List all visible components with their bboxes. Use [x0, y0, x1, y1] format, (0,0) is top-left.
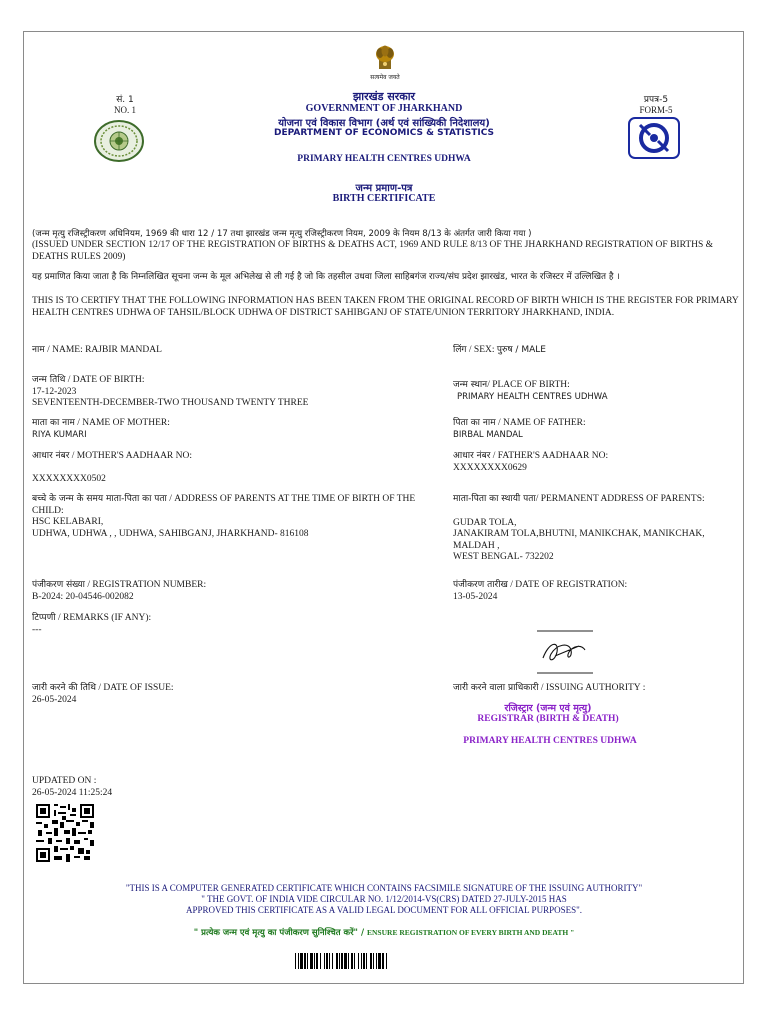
footer-line-1: "THIS IS A COMPUTER GENERATED CERTIFICATE WHICH CONTAINS FACSIMILE SIGNATURE OF THE ISSUING AUTHORITY" — [125, 883, 643, 893]
footer-statement — [30, 883, 738, 916]
name-field — [32, 345, 422, 357]
dob-label-hindi: जन्म तिथि — [32, 375, 66, 385]
father-aadhaar-value: XXXXXXXX0629 — [453, 462, 527, 473]
issuing-authority-label-hindi: जारी करने वाला प्राधिकारी — [453, 683, 539, 693]
updated-on-label: UPDATED ON : — [32, 776, 97, 786]
permanent-address-line-3: MALDAH , — [453, 540, 500, 551]
state-name-hindi: झारखंड सरकार — [352, 90, 416, 103]
issue-date-value: 26-05-2024 — [32, 694, 77, 705]
issue-date-label: / DATE OF ISSUE: — [95, 683, 174, 693]
registration-number-label: / REGISTRATION NUMBER: — [84, 580, 207, 590]
address-line-2: UDHWA, UDHWA , , UDHWA, SAHIBGANJ, JHARKHAND- 816108 — [32, 528, 309, 539]
barcode-icon — [295, 953, 475, 969]
permanent-address-line-2: JANAKIRAM TOLA,BHUTNI, MANIKCHAK, MANIKCHAK, — [453, 529, 705, 539]
address-line-1: HSC KELABARI, — [32, 517, 104, 527]
department-name: DEPARTMENT OF ECONOMICS & STATISTICS — [273, 128, 495, 138]
sex-field — [453, 345, 743, 357]
ashoka-emblem-icon — [370, 42, 400, 72]
issued-under: (ISSUED UNDER SECTION 12/17 OF THE REGISTRATION OF BIRTHS & DEATHS ACT, 1969 AND RULE 8/13 OF THE JHARKHAND REGISTRATION OF BIRTHS & DEATHS RULES 2009) — [32, 240, 714, 262]
father-aadhaar-label-hindi: आधार नंबर — [453, 451, 491, 461]
mother-aadhaar-label: / MOTHER'S AADHAAR NO: — [69, 451, 193, 461]
sex-label-hindi: लिंग — [453, 345, 467, 355]
emblem-motto: सत्यमेव जयते — [370, 74, 400, 81]
registrar-title: REGISTRAR (BIRTH & DEATH) — [477, 714, 619, 724]
registration-number-field — [32, 580, 442, 603]
mother-aadhaar-label-hindi: आधार नंबर — [32, 451, 70, 461]
father-label: / NAME OF FATHER: — [495, 418, 586, 428]
government-name: GOVERNMENT OF JHARKHAND — [305, 103, 463, 114]
name-value: RAJBIR MANDAL — [85, 345, 162, 355]
sex-value: पुरुष / MALE — [496, 345, 546, 355]
mother-aadhaar-field — [32, 451, 442, 485]
permanent-address-field — [453, 494, 743, 564]
registration-date-label-hindi: पंजीकरण तारीख — [453, 580, 508, 590]
father-aadhaar-label: / FATHER'S AADHAAR NO: — [490, 451, 609, 461]
registration-number-value: B-2024: 20-04546-002082 — [32, 591, 134, 602]
dob-field — [32, 375, 442, 410]
pob-field — [453, 380, 743, 403]
permanent-address-label-hindi: माता-पिता का स्थायी पता — [453, 494, 536, 504]
right-form: FORM-5 — [639, 105, 673, 115]
dob-words: SEVENTEENTH-DECEMBER-TWO THOUSAND TWENTY THREE — [32, 398, 309, 408]
certificate-title: BIRTH CERTIFICATE — [332, 193, 436, 204]
left-number-hindi: सं. 1 — [116, 95, 134, 105]
crs-logo-icon — [628, 117, 680, 159]
certify-statement: THIS IS TO CERTIFY THAT THE FOLLOWING INFORMATION HAS BEEN TAKEN FROM THE ORIGINAL RECORD OF BIRTH WHICH IS THE REGISTER FOR PRIMARY HEALTH CENTRES UDHWA OF TAHSIL/BLOCK UDHWA OF DISTRICT SAHIBGANJ OF STATE/UNION TERRITORY JHARKHAND, INDIA. — [32, 296, 739, 318]
department-name-hindi: योजना एवं विकास विभाग (अर्थ एवं सांख्यिकी निदेशालय) — [278, 118, 490, 129]
signature-icon — [535, 628, 595, 676]
registration-date-value: 13-05-2024 — [453, 591, 498, 602]
dob-label: / DATE OF BIRTH: — [65, 375, 145, 385]
mother-label: / NAME OF MOTHER: — [74, 418, 170, 428]
footer-line-3: APPROVED THIS CERTIFICATE AS A VALID LEGAL DOCUMENT FOR ALL OFFICIAL PURPOSES". — [185, 905, 583, 915]
registration-date-label: / DATE OF REGISTRATION: — [507, 580, 628, 590]
issuing-authority-field — [453, 683, 743, 695]
certificate-title-hindi: जन्म प्रमाण-पत्र — [355, 183, 413, 194]
updated-on — [32, 776, 232, 799]
father-field — [453, 418, 743, 441]
registration-slogan — [30, 927, 738, 938]
updated-on-value: 26-05-2024 11:25:24 — [32, 787, 113, 798]
footer-line-2: " THE GOVT. OF INDIA VIDE CIRCULAR NO. 1/12/2014-VS(CRS) DATED 27-JULY-2015 HAS — [201, 894, 567, 904]
remarks-label: / REMARKS (IF ANY): — [55, 613, 152, 623]
dob-value: 17-12-2023 — [32, 386, 77, 397]
slogan-hindi: " प्रत्येक जन्म एवं मृत्यु का पंजीकरण सुनिश्चित करें" / — [193, 928, 365, 938]
issued-under-hindi: (जन्म मृत्यु रजिस्ट्रीकरण अधिनियम, 1969 की धारा 12 / 17 तथा झारखंड जन्म मृत्यु रजिस्ट्रीकरण नियम, 2009 के नियम 8/13 के अंतर्गत जारी किया गया ) — [32, 229, 532, 239]
pob-value: PRIMARY HEALTH CENTRES UDHWA — [457, 391, 608, 402]
permanent-address-line-4: WEST BENGAL- 732202 — [453, 552, 554, 562]
pob-label-hindi: जन्म स्थान — [453, 380, 488, 390]
mother-field — [32, 418, 442, 441]
issue-date-field — [32, 683, 442, 706]
jharkhand-seal-icon — [93, 119, 145, 163]
right-form-hindi: प्रपत्र-5 — [643, 95, 669, 105]
address-at-birth-field — [32, 494, 432, 540]
permanent-address-label: / PERMANENT ADDRESS OF PARENTS: — [535, 494, 705, 504]
issue-date-label-hindi: जारी करने की तिथि — [32, 683, 96, 693]
remarks-field — [32, 613, 442, 636]
mother-aadhaar-value: XXXXXXXX0502 — [32, 473, 106, 484]
remarks-label-hindi: टिप्पणी — [32, 613, 56, 623]
mother-label-hindi: माता का नाम — [32, 418, 75, 428]
pob-label: / PLACE OF BIRTH: — [487, 380, 570, 390]
slogan-english: ENSURE REGISTRATION OF EVERY BIRTH AND DEATH " — [367, 928, 575, 937]
authority-phc-name: PRIMARY HEALTH CENTRES UDHWA — [463, 736, 637, 746]
address-label-hindi: बच्चे के जन्म के समय माता-पिता का पता — [32, 494, 167, 504]
permanent-address-line-1: GUDAR TOLA, — [453, 517, 517, 528]
name-label-hindi: नाम — [32, 345, 45, 355]
father-label-hindi: पिता का नाम — [453, 418, 496, 428]
certify-statement-hindi: यह प्रमाणित किया जाता है कि निम्नलिखित सूचना जन्म के मूल अभिलेख से ली गई है जो कि तहसील उधवा जिला साहिबगंज राज्य/संघ प्रदेश झारखंड, भारत के रजिस्टर में उल्लिखित है । — [32, 272, 620, 282]
name-label: / NAME: — [44, 345, 86, 355]
father-aadhaar-field — [453, 451, 743, 474]
left-number: NO. 1 — [114, 105, 136, 115]
remarks-value: --- — [32, 624, 42, 635]
address-label: / ADDRESS OF PARENTS AT THE TIME OF BIRTH OF THE CHILD: — [32, 494, 416, 516]
phc-name: PRIMARY HEALTH CENTRES UDHWA — [297, 154, 471, 164]
registration-number-label-hindi: पंजीकरण संख्या — [32, 580, 85, 590]
qr-code-icon — [36, 804, 94, 862]
sex-label: / SEX: — [466, 345, 497, 355]
father-value: BIRBAL MANDAL — [453, 429, 523, 440]
registrar-title-hindi: रजिस्ट्रार (जन्म एवं मृत्यु) — [504, 703, 592, 714]
mother-value: RIYA KUMARI — [32, 429, 87, 440]
registration-date-field — [453, 580, 743, 603]
issuing-authority-label: / ISSUING AUTHORITY : — [538, 683, 646, 693]
